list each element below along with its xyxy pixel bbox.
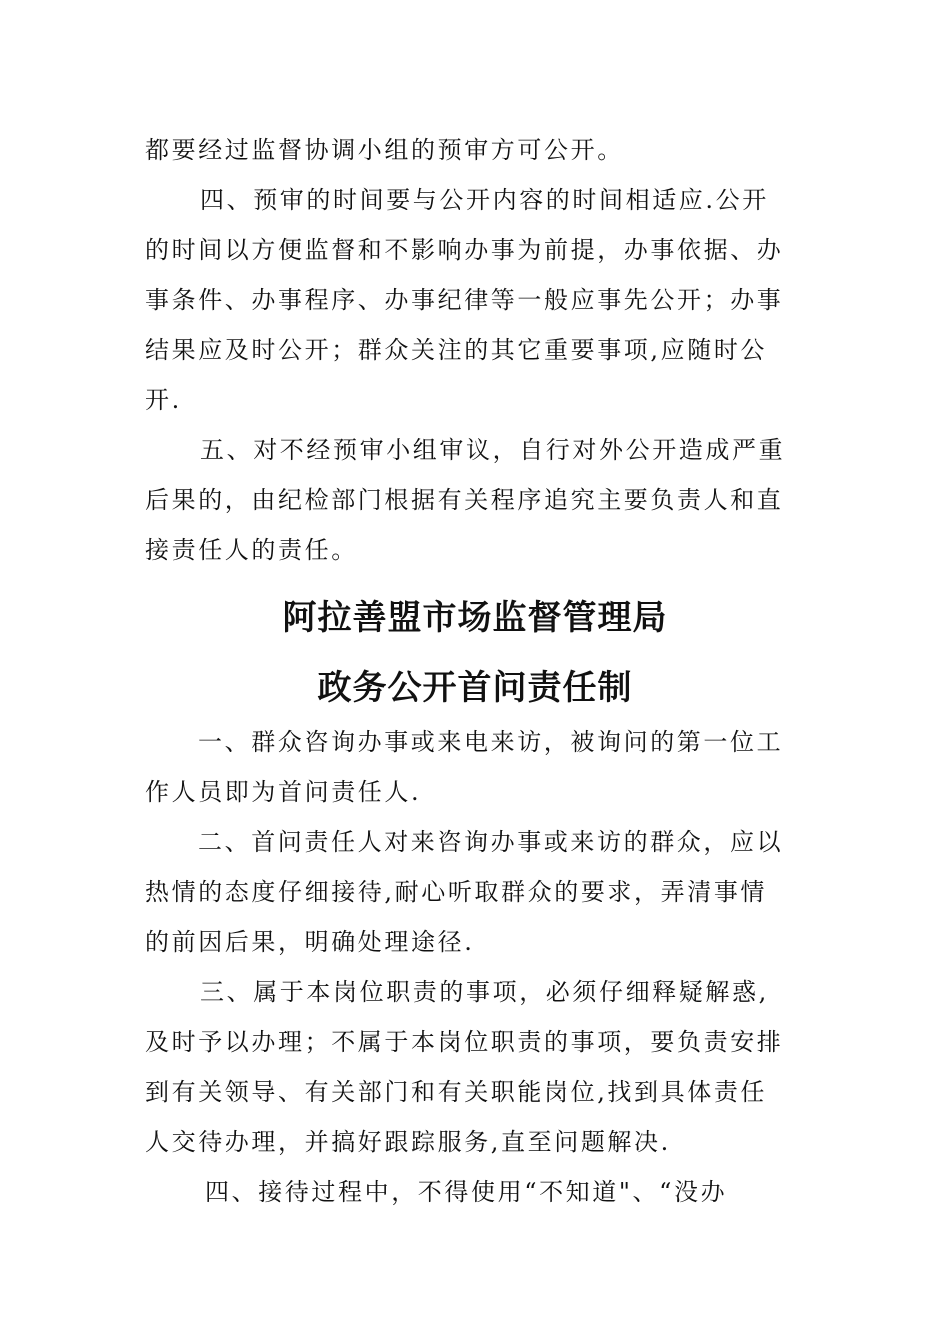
paragraph-line: 结果应及时公开；群众关注的其它重要事项,应随时公 bbox=[145, 336, 768, 364]
paragraph-line: 一、群众咨询办事或来电来访，被询问的第一位工 bbox=[198, 728, 784, 756]
paragraph-line: 四、接待过程中，不得使用“不知道"、“没办 bbox=[205, 1178, 728, 1206]
paragraph-line: 人交待办理，并搞好跟踪服务,直至问题解决. bbox=[145, 1128, 671, 1156]
paragraph-line: 的前因后果，明确处理途径. bbox=[145, 928, 475, 956]
paragraph-line: 的时间以方便监督和不影响办事为前提，办事依据、办 bbox=[145, 236, 784, 264]
paragraph-line: 到有关领导、有关部门和有关职能岗位,找到具体责任 bbox=[145, 1078, 768, 1106]
paragraph-line: 接责任人的责任。 bbox=[145, 536, 358, 564]
paragraph-line: 都要经过监督协调小组的预审方可公开。 bbox=[145, 136, 624, 164]
paragraph-line: 二、首问责任人对来咨询办事或来访的群众，应以 bbox=[198, 828, 784, 856]
paragraph-line: 开. bbox=[145, 386, 182, 414]
paragraph-line: 后果的，由纪检部门根据有关程序追究主要负责人和直 bbox=[145, 486, 784, 514]
section-title-line-2: 政务公开首问责任制 bbox=[317, 668, 633, 708]
section-title-line-1: 阿拉善盟市场监督管理局 bbox=[282, 598, 668, 638]
paragraph-line: 热情的态度仔细接待,耐心听取群众的要求，弄清事情 bbox=[145, 878, 768, 906]
paragraph-line: 三、属于本岗位职责的事项，必须仔细释疑解惑, bbox=[200, 978, 769, 1006]
paragraph-line: 及时予以办理；不属于本岗位职责的事项，要负责安排 bbox=[145, 1028, 784, 1056]
paragraph-line: 事条件、办事程序、办事纪律等一般应事先公开；办事 bbox=[145, 286, 784, 314]
paragraph-line: 四、预审的时间要与公开内容的时间相适应.公开 bbox=[200, 186, 769, 214]
paragraph-line: 五、对不经预审小组审议，自行对外公开造成严重 bbox=[200, 436, 786, 464]
paragraph-line: 作人员即为首问责任人. bbox=[145, 778, 422, 806]
